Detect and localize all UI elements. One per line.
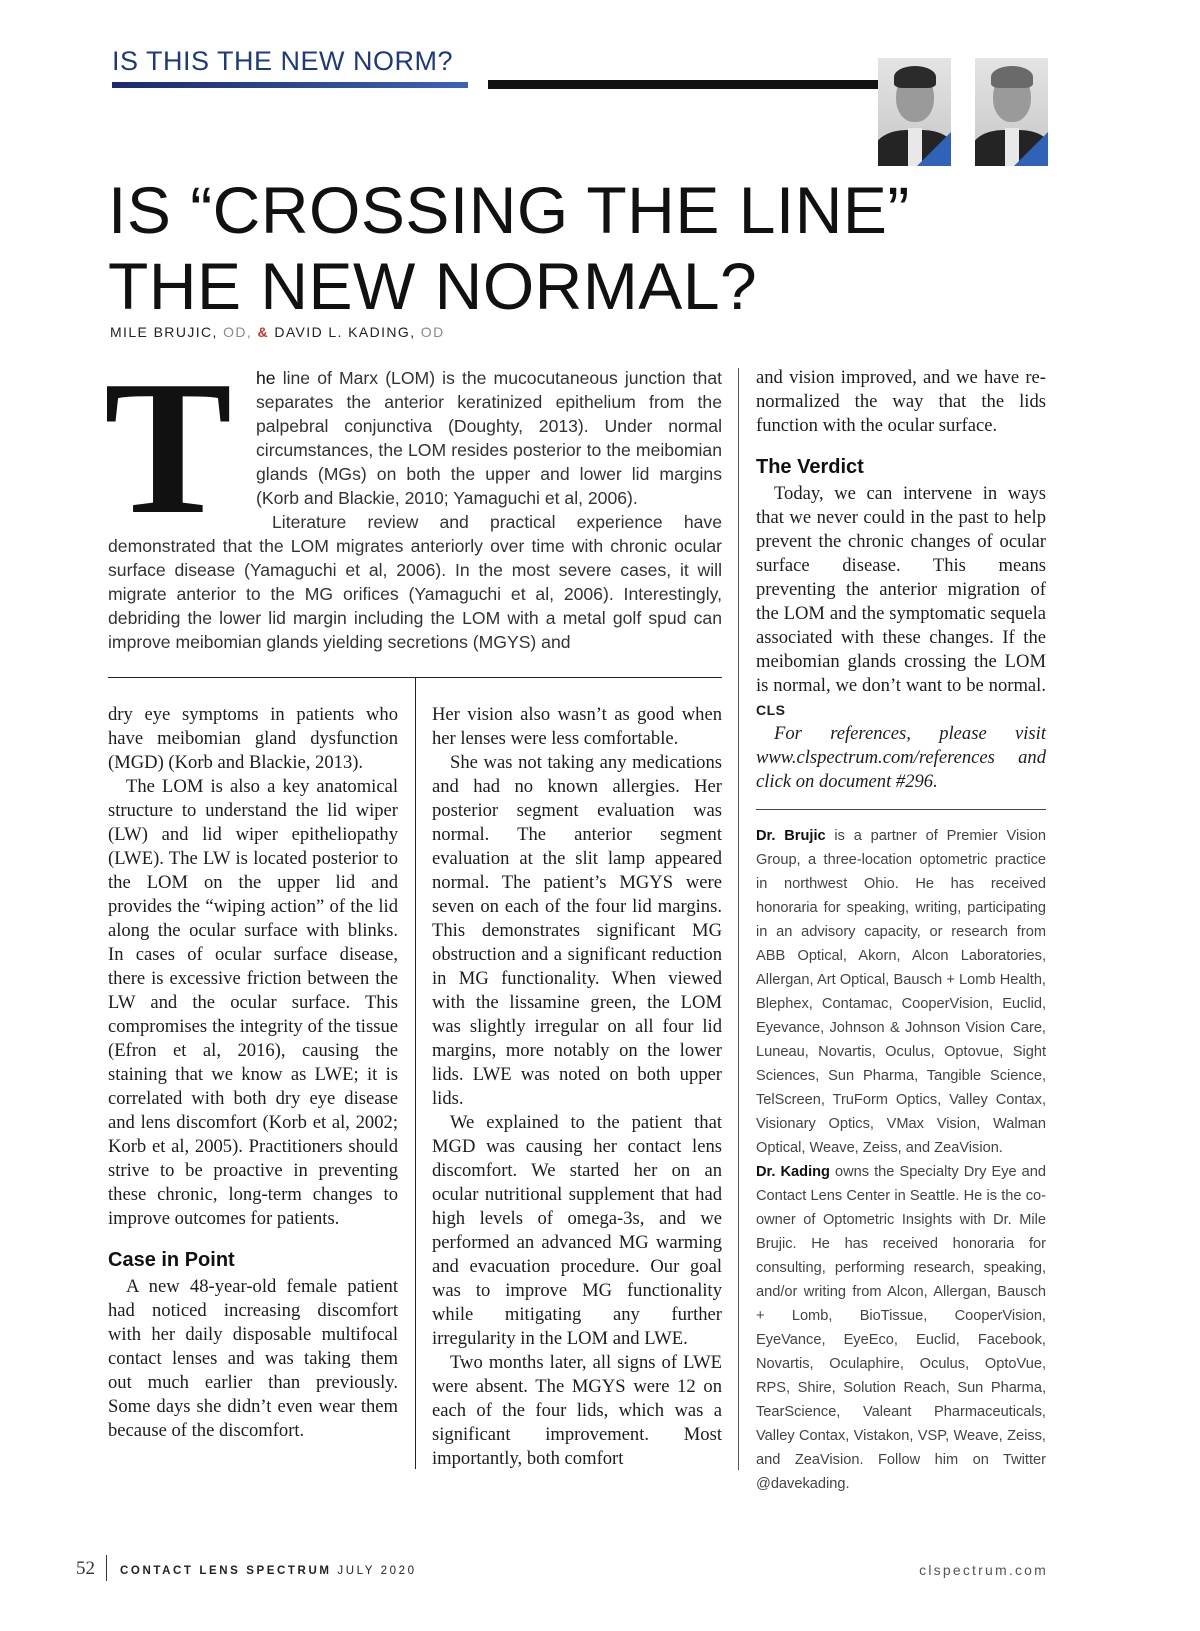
section-kicker: IS THIS THE NEW NORM? — [112, 46, 454, 76]
author-1-degree: OD, — [223, 324, 253, 340]
col3-paragraph-2 — [756, 482, 1046, 722]
intro-paragraph-1 — [256, 366, 722, 510]
intro-paragraph-2-text: Literature review and practical experience have demonstrated that the LOM migrates anteriorly over time with chronic ocular surface disease (Yamaguchi et al, 2006). In the most severe cases, it will migrate anterior to the MG orifices (Yamaguchi et al, 2006). Interestingly, debriding the lower lid margin including the LOM with a metal golf spud can improve meibomian glands yielding secretions (MGYS) and — [108, 512, 722, 652]
author-photo-kading — [975, 58, 1048, 166]
bio-kading — [756, 1160, 1046, 1496]
author-2: DAVID L. KADING, — [274, 324, 416, 340]
page-number: 52 — [76, 1558, 95, 1579]
byline — [110, 324, 445, 340]
column-divider-1 — [415, 677, 416, 1469]
col1-paragraph-2: The LOM is also a key anatomical structure to understand the lid wiper (LW) and lid wiper epitheliopathy (LWE). The LW is located posterior to the LOM on the upper lid and provides the “wiping action” of the lid along the ocular surface with blinks. In cases of ocular surface disease, there is excessive friction between the LW and the ocular surface. This compromises the integrity of the tissue (Efron et al, 2016), causing the staining that we know as LWE; it is correlated with both dry eye disease and lens discomfort (Korb et al, 2002; Korb et al, 2005). Practitioners should strive to be proactive in preventing these chronic, long-term changes to improve outcomes for patients. — [108, 776, 398, 1229]
publication-line — [120, 1565, 417, 1577]
kicker-underline — [112, 82, 468, 88]
end-mark: CLS — [756, 702, 786, 718]
publication-name: CONTACT LENS SPECTRUM — [120, 1565, 332, 1577]
col2-paragraph-2: She was not taking any medications and had no known allergies. Her posterior segment evaluation was normal. The anterior segment evaluation at the slit lamp appeared normal. The patient’s MGYS were seven on each of the four lid margins. This demonstrates significant MG obstruction and a significant reduction in MG functionality. When viewed with the lissamine green, the LOM was slightly irregular on all four lid margins, more notably on the lower lids. LWE was noted on both upper lids. — [432, 752, 722, 1109]
bio-brujic — [756, 824, 1046, 1160]
bio-divider — [756, 809, 1046, 810]
title-line-1: IS “CROSSING THE LINE” — [108, 173, 910, 247]
intro-paragraph-1-text: line of Marx (LOM) is the mucocutaneous junction that separates the anterior keratinized epithelium from the palpebral conjunctiva (Doughty, 2013). Under normal circumstances, the LOM resides posterior to the meibomian glands (MGs) on both the upper and lower lid margins (Korb and Blackie, 2010; Yamaguchi et al, 2006). — [256, 368, 722, 508]
col3-paragraph-1: and vision improved, and we have re-normalized the way that the lids function with the ocular surface. — [756, 367, 1046, 436]
bio-brujic-text: is a partner of Premier Vision Group, a three-location optometric practice in northwest Ohio. He has received honoraria for speaking, writing, participating in an advisory capacity, or research from ABB Optical, Akorn, Alcon Laboratories, Allergan, Art Optical, Bausch + Lomb Health, Blephex, Contamac, CooperVision, Euclid, Eyevance, Johnson & Johnson Vision Care, Luneau, Novartis, Oculus, Optovue, Sight Sciences, Sun Pharma, Tangible Science, TelScreen, TruForm Optics, Valley Contax, Visionary Optics, VMax Vision, Walman Optical, Weave, Zeiss, and ZeaVision. — [756, 828, 1046, 1156]
col1-paragraph-3: A new 48-year-old female patient had noticed increasing discomfort with her daily disposable multifocal contact lenses and was taking them out much earlier than previously. Some days she didn’t even wear them because of the discomfort. — [108, 1276, 398, 1441]
folio-divider — [106, 1555, 107, 1581]
title-line-2: THE NEW NORMAL? — [108, 249, 758, 323]
website: clspectrum.com — [919, 1562, 1048, 1578]
bio-kading-text: owns the Specialty Dry Eye and Contact Lens Center in Seattle. He is the co-owner of Optometric Insights with Dr. Mile Brujic. He has received honoraria for consulting, performing research, speaking, and/or writing from Alcon, Allergan, Bausch + Lomb, BioTissue, CooperVision, EyeVance, EyeEco, Euclid, Facebook, Novartis, Oculaphire, Oculus, OptoVue, RPS, Shire, Solution Reach, Sun Pharma, TearScience, Valeant Pharmaceuticals, Valley Contax, Vistakon, VSP, Weave, Zeiss, and ZeaVision. Follow him on Twitter @davekading. — [756, 1164, 1046, 1492]
intro-lead-word: he — [256, 368, 276, 388]
author-2-degree: OD — [420, 324, 445, 340]
col2-paragraph-1: Her vision also wasn’t as good when her lenses were less comfortable. — [432, 704, 722, 749]
author-1: MILE BRUJIC, — [110, 324, 218, 340]
verdict-heading: The Verdict — [756, 456, 864, 478]
col2-paragraph-3: We explained to the patient that MGD was causing her contact lens discomfort. We started her on an ocular nutritional supplement that had high levels of omega-3s, and we performed an advanced MG warming and evacuation procedure. Our goal was to improve MG functionality while mitigating any further irregularity in the LOM and LWE. — [432, 1112, 722, 1349]
byline-ampersand: & — [257, 324, 270, 340]
column-divider-2 — [738, 368, 739, 1470]
col3-paragraph-2-text: Today, we can intervene in ways that we never could in the past to help prevent the chronic changes of ocular surface disease. This means preventing the anterior migration of the LOM and the symptomatic sequela associated with these changes. If the meibomian glands crossing the LOM is normal, we don’t want to be normal. — [756, 483, 1046, 696]
article-title — [108, 172, 910, 324]
col2-paragraph-4: Two months later, all signs of LWE were absent. The MGYS were 12 on each of the four lids, which was a significant improvement. Most importantly, both comfort — [432, 1352, 722, 1469]
column-2 — [432, 703, 722, 1471]
col1-paragraph-1: dry eye symptoms in patients who have meibomian gland dysfunction (MGD) (Korb and Blackie, 2013). — [108, 704, 398, 773]
drop-cap: T — [104, 341, 233, 554]
issue-date: JULY 2020 — [337, 1565, 417, 1577]
column-1 — [108, 703, 398, 1443]
header-rule — [488, 80, 908, 89]
bio-kading-name: Dr. Kading — [756, 1164, 830, 1180]
intro-paragraph-2 — [108, 510, 722, 654]
author-bios — [756, 824, 1046, 1496]
references-note: For references, please visit www.clspectrum.com/references and click on document #296. — [756, 723, 1046, 792]
column-3 — [756, 366, 1046, 794]
case-in-point-heading: Case in Point — [108, 1249, 235, 1271]
author-photo-brujic — [878, 58, 951, 166]
bio-brujic-name: Dr. Brujic — [756, 828, 826, 844]
